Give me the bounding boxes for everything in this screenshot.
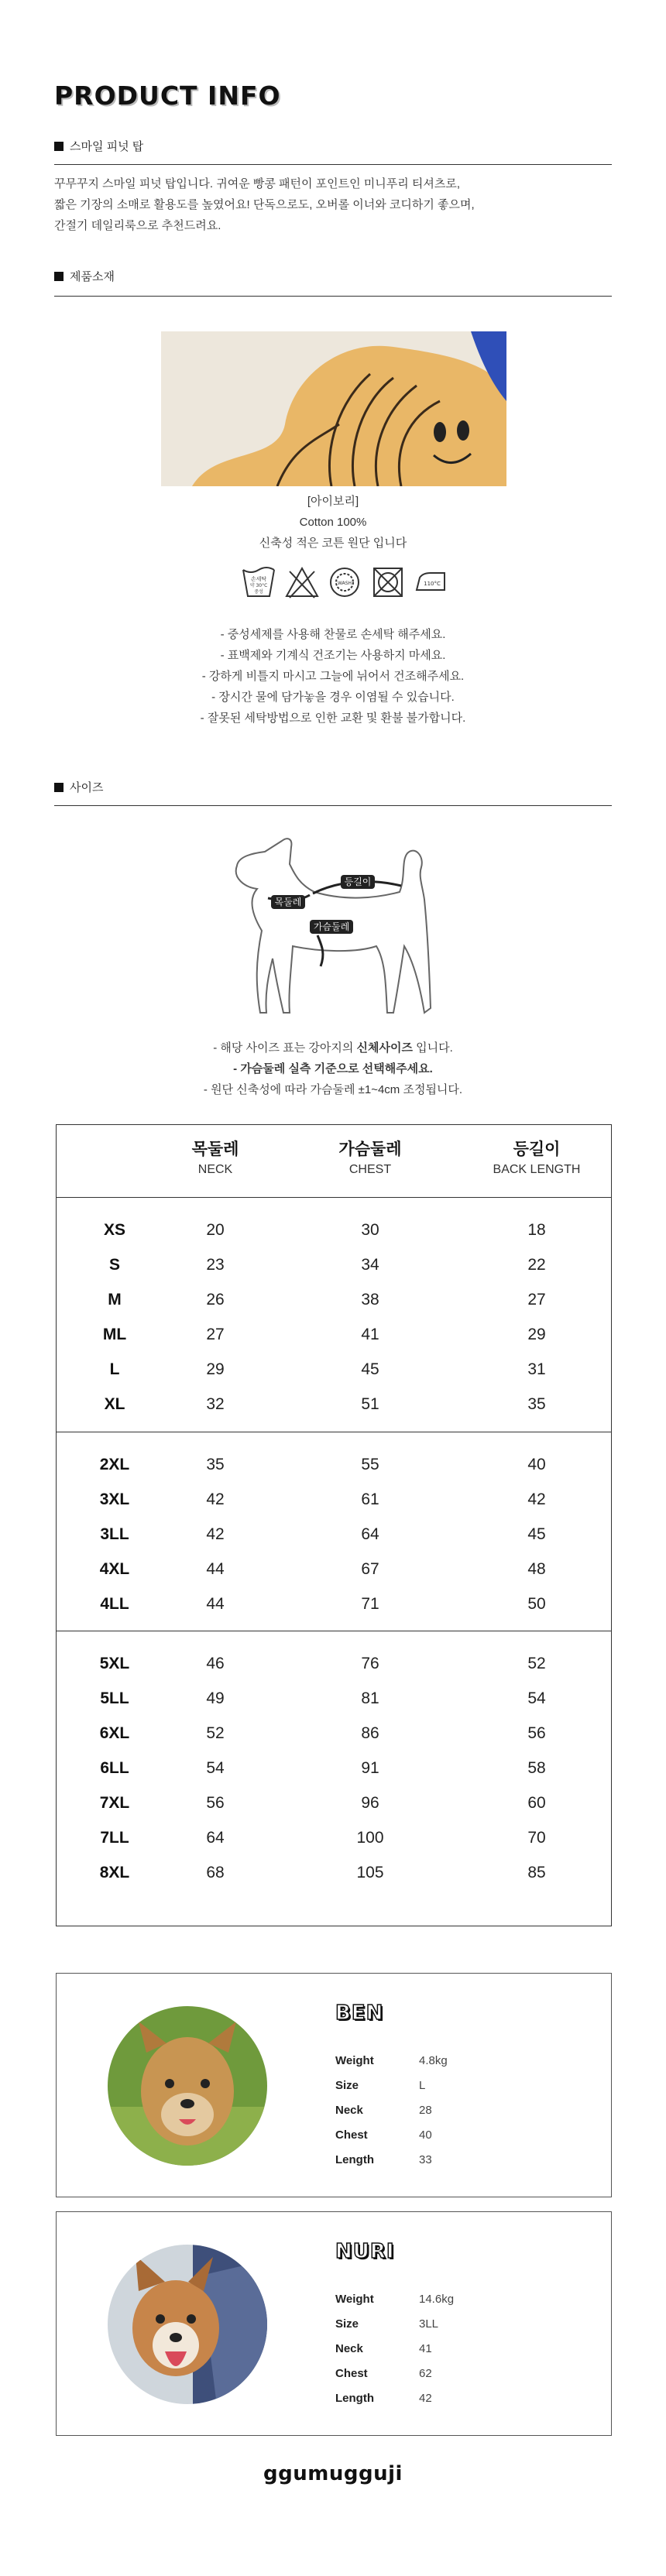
neck-cell: 56 <box>206 1794 225 1812</box>
stat-label: Chest <box>335 2128 368 2142</box>
neck-cell: 42 <box>206 1525 225 1543</box>
header-ko: 등길이 <box>513 1141 561 1158</box>
stat-row <box>335 2098 448 2122</box>
square-bullet-icon <box>54 272 64 281</box>
back-length-cell: 50 <box>527 1595 546 1613</box>
size-cell: 7LL <box>100 1829 129 1847</box>
size-note-bold: 신체사이즈 <box>356 1041 413 1055</box>
low-iron-icon <box>412 564 449 601</box>
size-note-text: 입니다. <box>412 1041 453 1055</box>
chest-cell: 71 <box>361 1595 379 1613</box>
back-length-cell: 60 <box>527 1794 546 1812</box>
chest-cell: 91 <box>361 1759 379 1777</box>
back-length-header <box>459 1139 614 1179</box>
chest-cell: 38 <box>361 1291 379 1309</box>
table-row <box>57 1647 611 1682</box>
table-row <box>57 1552 611 1587</box>
model-card-ben <box>56 1973 612 2197</box>
back-length-cell: 27 <box>527 1291 546 1309</box>
size-cell: L <box>109 1360 120 1378</box>
stat-row <box>335 2336 454 2361</box>
size-cell: 2XL <box>99 1456 130 1473</box>
table-row <box>57 1682 611 1717</box>
stat-label: Size <box>335 2317 359 2331</box>
stat-label: Length <box>335 2391 374 2405</box>
brand-logo: ggumugguji <box>263 2462 403 2485</box>
description-line: 간절기 데일리룩으로 추천드려요. <box>54 219 221 232</box>
size-table-header <box>57 1125 611 1198</box>
chest-cell: 81 <box>361 1689 379 1707</box>
back-length-cell: 35 <box>527 1395 546 1413</box>
stat-label: Size <box>335 2078 359 2092</box>
neck-cell: 35 <box>206 1456 225 1473</box>
neck-cell: 54 <box>206 1759 225 1777</box>
size-group <box>57 1432 611 1631</box>
size-cell: ML <box>102 1326 127 1343</box>
stat-row <box>335 2048 448 2073</box>
size-cell: 6XL <box>99 1724 130 1742</box>
stat-value: 14.6kg <box>419 2292 455 2306</box>
no-bleach-icon <box>283 564 321 601</box>
stat-row <box>335 2386 454 2410</box>
table-row <box>57 1856 611 1891</box>
model-card-nuri <box>56 2211 612 2436</box>
chest-cell: 64 <box>361 1525 379 1543</box>
header-en: NECK <box>197 1163 233 1176</box>
fabric-color: [아이보리] <box>307 495 359 508</box>
care-note: - 중성세제를 사용해 찬물로 손세탁 해주세요. <box>220 628 446 641</box>
dry-text: WASH <box>337 581 352 586</box>
size-cell: 5LL <box>100 1689 129 1707</box>
care-note: - 강하게 비틀지 마시고 그늘에 뉘어서 건조해주세요. <box>201 670 465 683</box>
divider <box>54 805 612 806</box>
chest-cell: 100 <box>356 1829 384 1847</box>
product-section-header <box>54 138 143 154</box>
table-row <box>57 1786 611 1821</box>
stat-label: Weight <box>335 2053 374 2067</box>
size-cell: 7XL <box>99 1794 130 1812</box>
chest-cell: 51 <box>361 1395 379 1413</box>
chest-cell: 105 <box>356 1864 384 1881</box>
neck-cell: 49 <box>206 1689 225 1707</box>
header-ko: 목둘레 <box>191 1141 239 1158</box>
table-row <box>57 1821 611 1856</box>
description-line: 꾸무꾸지 스마일 피넛 탑입니다. 귀여운 빵콩 패턴이 포인트인 미니푸리 티셔츠로, <box>54 177 461 190</box>
care-note: - 표백제와 기계식 건조기는 사용하지 마세요. <box>220 649 446 662</box>
table-row <box>57 1213 611 1248</box>
neck-cell: 68 <box>206 1864 225 1881</box>
size-cell: M <box>108 1291 122 1309</box>
material-section-header <box>54 268 115 284</box>
neck-label: 목둘레 <box>274 897 302 907</box>
back-length-cell: 40 <box>527 1456 546 1473</box>
model-stats <box>335 2286 454 2410</box>
neck-header <box>138 1139 293 1179</box>
size-note-text: - 해당 사이즈 표는 강아지의 <box>213 1041 357 1055</box>
neck-cell: 52 <box>206 1724 225 1742</box>
stat-value: L <box>419 2078 426 2092</box>
table-row <box>57 1387 611 1422</box>
page-title: PRODUCT INFO <box>54 81 281 111</box>
material-section-title: 제품소재 <box>70 270 115 283</box>
divider <box>54 296 612 297</box>
size-note-3: - 원단 신축성에 따라 가슴둘레 ±1~4cm 조정됩니다. <box>203 1083 463 1096</box>
header-en: CHEST <box>348 1163 392 1176</box>
back-length-cell: 29 <box>527 1326 546 1343</box>
stat-value: 62 <box>419 2366 432 2380</box>
neck-cell: 27 <box>206 1326 225 1343</box>
size-cell: 3XL <box>99 1490 130 1508</box>
size-note-2: - 가슴둘레 실측 기준으로 선택해주세요. <box>233 1062 433 1075</box>
size-cell: S <box>108 1256 120 1274</box>
table-row <box>57 1248 611 1283</box>
table-row <box>57 1353 611 1387</box>
hand-wash-text: 손세탁 <box>250 576 267 582</box>
square-bullet-icon <box>54 783 64 792</box>
stat-value: 42 <box>419 2391 432 2405</box>
chest-cell: 86 <box>361 1724 379 1742</box>
neck-cell: 32 <box>206 1395 225 1413</box>
stat-row <box>335 2122 448 2147</box>
table-row <box>57 1448 611 1483</box>
size-group <box>57 1198 611 1432</box>
size-table <box>56 1124 612 1926</box>
back-length-cell: 45 <box>527 1525 546 1543</box>
fabric-pattern-image <box>161 331 506 486</box>
product-section-title: 스마일 피넛 탑 <box>70 140 144 153</box>
no-dry-clean-icon <box>369 564 407 601</box>
back-length-cell: 52 <box>527 1655 546 1672</box>
neck-cell: 20 <box>206 1221 225 1239</box>
chest-header <box>293 1139 448 1179</box>
back-length-cell: 58 <box>527 1759 546 1777</box>
chest-cell: 41 <box>361 1326 379 1343</box>
table-row <box>57 1587 611 1622</box>
stat-row <box>335 2073 448 2098</box>
stat-value: 3LL <box>419 2317 439 2331</box>
model-stats <box>335 2048 448 2172</box>
size-cell: 5XL <box>99 1655 130 1672</box>
table-row <box>57 1751 611 1786</box>
stat-label: Chest <box>335 2366 368 2380</box>
size-cell: 6LL <box>100 1759 129 1777</box>
back-length-cell: 56 <box>527 1724 546 1742</box>
back-length-cell: 70 <box>527 1829 546 1847</box>
iron-temp: 110°C <box>424 581 441 587</box>
back-length-cell: 42 <box>527 1490 546 1508</box>
back-length-cell: 85 <box>527 1864 546 1881</box>
size-section-header <box>54 779 103 795</box>
table-row <box>57 1283 611 1318</box>
stat-value: 41 <box>419 2341 432 2355</box>
table-row <box>57 1717 611 1751</box>
chest-cell: 76 <box>361 1655 379 1672</box>
table-row <box>57 1518 611 1552</box>
care-icons <box>240 562 449 602</box>
stat-value: 28 <box>419 2103 432 2117</box>
size-cell: 8XL <box>99 1864 130 1881</box>
chest-cell: 67 <box>361 1560 379 1578</box>
back-length-cell: 54 <box>527 1689 546 1707</box>
stat-value: 33 <box>419 2152 432 2166</box>
description-line: 짧은 기장의 소매로 활용도를 높였어요! 단독으로도, 오버롤 이너와 코디하기 좋으며, <box>54 198 475 211</box>
neck-cell: 26 <box>206 1291 225 1309</box>
neck-cell: 29 <box>206 1360 225 1378</box>
stat-row <box>335 2361 454 2386</box>
fabric-note: 신축성 적은 코튼 원단 입니다 <box>259 537 407 550</box>
size-group <box>57 1631 611 1899</box>
back-length-cell: 22 <box>527 1256 546 1274</box>
neck-cell: 44 <box>206 1560 225 1578</box>
size-cell: XL <box>104 1395 125 1413</box>
neck-cell: 64 <box>206 1829 225 1847</box>
chest-cell: 45 <box>361 1360 379 1378</box>
chest-cell: 55 <box>361 1456 379 1473</box>
divider <box>54 164 612 165</box>
stat-row <box>335 2286 454 2311</box>
stat-label: Weight <box>335 2292 374 2306</box>
square-bullet-icon <box>54 142 64 151</box>
neck-cell: 44 <box>206 1595 225 1613</box>
hand-wash-temp: 약 30°C <box>249 583 268 588</box>
size-cell: 4XL <box>99 1560 130 1578</box>
back-length-cell: 31 <box>527 1360 546 1378</box>
stat-value: 4.8kg <box>419 2053 448 2067</box>
stat-label: Length <box>335 2152 374 2166</box>
model-photo-nuri <box>108 2245 267 2404</box>
header-en: BACK LENGTH <box>493 1163 581 1176</box>
chest-cell: 34 <box>361 1256 379 1274</box>
neck-cell: 42 <box>206 1490 225 1508</box>
neck-cell: 46 <box>206 1655 225 1672</box>
chest-cell: 30 <box>361 1221 379 1239</box>
fabric-composition: Cotton 100% <box>299 516 367 529</box>
table-row <box>57 1318 611 1353</box>
stat-label: Neck <box>335 2341 363 2355</box>
care-note: - 잘못된 세탁방법으로 인한 교환 및 환불 불가합니다. <box>200 712 466 725</box>
chest-cell: 61 <box>361 1490 379 1508</box>
no-tumble-dry-icon <box>326 564 363 601</box>
header-ko: 가슴둘레 <box>338 1141 402 1158</box>
stat-value: 40 <box>419 2128 432 2142</box>
model-photo-ben <box>108 2006 267 2166</box>
back-length-cell: 18 <box>527 1221 546 1239</box>
stat-label: Neck <box>335 2103 363 2117</box>
size-cell: 3LL <box>100 1525 129 1543</box>
stat-row <box>335 2147 448 2172</box>
chest-label: 가슴둘레 <box>313 921 350 932</box>
neck-cell: 23 <box>206 1256 225 1274</box>
hand-wash-icon <box>240 564 277 601</box>
model-name: NURI <box>335 2240 395 2263</box>
product-description <box>54 173 612 236</box>
table-row <box>57 1483 611 1518</box>
size-section-title: 사이즈 <box>70 781 104 794</box>
care-note: - 장시간 물에 담가놓을 경우 이염될 수 있습니다. <box>211 691 455 704</box>
back-length-cell: 48 <box>527 1560 546 1578</box>
chest-cell: 96 <box>361 1794 379 1812</box>
back-length-label: 등길이 <box>344 876 372 887</box>
stat-row <box>335 2311 454 2336</box>
size-note-1 <box>0 1038 666 1058</box>
dog-measure-diagram <box>221 830 449 1033</box>
size-cell: XS <box>103 1221 125 1239</box>
size-cell: 4LL <box>100 1595 129 1613</box>
hand-wash-detergent: 중성 <box>254 589 263 595</box>
model-name: BEN <box>335 2001 384 2025</box>
